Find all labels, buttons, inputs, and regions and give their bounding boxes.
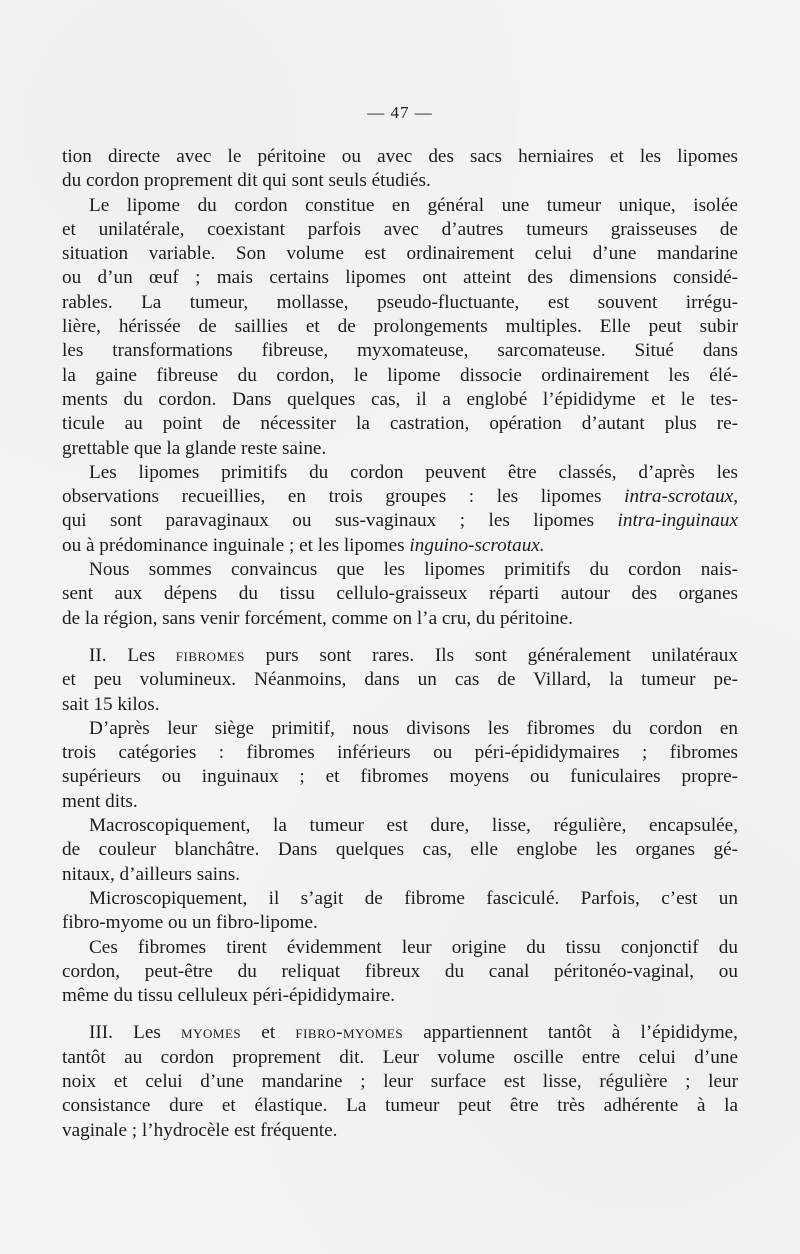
text-line: Microscopiquement, il s’agit de fibrome fasciculé. Parfois, c’est un: [89, 887, 738, 909]
text-line: Les lipomes primitifs du cordon peuvent être classés, d’après les: [89, 461, 738, 483]
section-heading-line: [62, 1021, 738, 1045]
text-line: même du tissu celluleux péri-épididymaire.: [62, 985, 396, 1007]
text-run: qui sont paravaginaux ou sus-vaginaux ; les lipomes: [62, 510, 618, 532]
text-line: tion directe avec le péritoine ou avec des sacs herniaires et les lipomes: [62, 146, 738, 167]
text-run: et: [241, 1022, 296, 1044]
text-line: cordon, peut-être du reliquat fibreux du canal péritonéo-vaginal, ou: [62, 960, 738, 982]
paragraph-lipome-description: [62, 194, 738, 461]
section-fibromes: [62, 644, 738, 1008]
text-line: grettable que la glande reste saine.: [62, 437, 327, 459]
text-line: ments du cordon. Dans quelques cas, il a englobé l’épididyme et le tes-: [62, 388, 738, 410]
text-line: Macroscopiquement, la tumeur est dure, lisse, régulière, encapsulée,: [89, 815, 738, 837]
text-line: situation variable. Son volume est ordinairement celui d’une mandarine: [62, 243, 738, 265]
text-line: supérieurs ou inguinaux ; et fibromes moyens ou funiculaires propre-: [62, 766, 738, 788]
text-run: purs sont rares. Ils sont généralement unilatéraux: [244, 644, 738, 666]
text-run: observations recueillies, en trois groupes : les lipomes: [62, 486, 625, 508]
text-line: et unilatérale, coexistant parfois avec d’autres tumeurs graisseuses de: [62, 218, 738, 240]
text-line: tantôt au cordon proprement dit. Leur volume oscille entre celui d’une: [62, 1046, 738, 1068]
text-line: Le lipome du cordon constitue en général une tumeur unique, isolée: [89, 194, 738, 216]
text-line: les transformations fibreuse, myxomateuse, sarcomateuse. Situé dans: [62, 340, 738, 362]
text-line: sent aux dépens du tissu cellulo-graisseux réparti autour des organes: [62, 583, 738, 605]
section-heading-line: [62, 644, 738, 668]
text-line: ticule au point de nécessiter la castration, opération d’autant plus re-: [62, 413, 738, 435]
text-line: rables. La tumeur, mollasse, pseudo-fluctuante, est souvent irrégu-: [62, 291, 738, 313]
text-line: trois catégories : fibromes inférieurs ou péri-épididymaires ; fibromes: [62, 742, 738, 764]
text-line: la gaine fibreuse du cordon, le lipome dissocie ordinairement les élé-: [62, 364, 738, 386]
text-line: sait 15 kilos.: [62, 693, 160, 715]
term-intra-inguinaux: intra-inguinaux: [617, 510, 738, 532]
text-line: [62, 509, 738, 533]
text-line: ment dits.: [62, 790, 138, 812]
text-run: ou à prédominance inguinale ; et les lipomes: [62, 534, 410, 556]
term-fibromes: fibromes: [175, 644, 245, 666]
text-line: de la région, sans venir forcément, comme on l’a cru, du péritoine.: [62, 607, 573, 629]
text-line: et peu volumineux. Néanmoins, dans un cas de Villard, la tumeur pe-: [62, 669, 738, 691]
paragraph-lipome-classification: [62, 461, 738, 558]
paragraph-fibromes-categories: [62, 717, 738, 814]
paragraph-fibromes-macroscopic: [62, 814, 738, 887]
text-line: D’après leur siège primitif, nous divisons les fibromes du cordon en: [89, 717, 738, 739]
page-number: — 47 —: [367, 103, 433, 122]
section-numeral: II. Les: [89, 644, 176, 666]
section-gap: [62, 631, 738, 644]
text-line: de couleur blanchâtre. Dans quelques cas, elle englobe les organes gé-: [62, 839, 738, 861]
text-line: consistance dure et élastique. La tumeur peut être très adhérente à la: [62, 1095, 738, 1117]
text-line: ou d’un œuf ; mais certains lipomes ont atteint des dimensions considé-: [62, 267, 738, 289]
paragraph-lipome-origin: [62, 558, 738, 631]
text-line: [62, 534, 738, 558]
paragraph-fibromes-microscopic: [62, 887, 738, 936]
paragraph-fibromes-origin: [62, 936, 738, 1009]
section-gap: [62, 1008, 738, 1021]
text-line: noix et celui d’une mandarine ; leur surface est lisse, régulière ; leur: [62, 1070, 738, 1092]
text-line: du cordon proprement dit qui sont seuls étudiés.: [62, 170, 431, 192]
text-line: vaginale ; l’hydrocèle est fréquente.: [62, 1119, 338, 1141]
term-fibro-myomes: fibro-myomes: [295, 1022, 404, 1044]
term-inguino-scrotaux: inguino-scrotaux.: [409, 534, 545, 556]
term-myomes: myomes: [181, 1022, 242, 1044]
text-line: nitaux, d’ailleurs sains.: [62, 863, 240, 885]
section-numeral: III. Les: [89, 1022, 182, 1044]
section-myomes: [62, 1021, 738, 1142]
text-line: fibro-myome ou un fibro-lipome.: [62, 912, 318, 934]
text-line: [62, 485, 738, 509]
paragraph-continuation: [62, 145, 738, 194]
term-intra-scrotaux: intra-scrotaux,: [624, 486, 738, 508]
text-run: appartiennent tantôt à l’épididyme,: [403, 1022, 738, 1044]
body-text: [62, 145, 738, 1143]
text-line: Ces fibromes tirent évidemment leur origine du tissu conjonctif du: [89, 936, 738, 958]
text-line: Nous sommes convaincus que les lipomes primitifs du cordon nais-: [89, 559, 738, 581]
text-line: lière, hérissée de saillies et de prolongements multiples. Elle peut subir: [62, 316, 738, 338]
